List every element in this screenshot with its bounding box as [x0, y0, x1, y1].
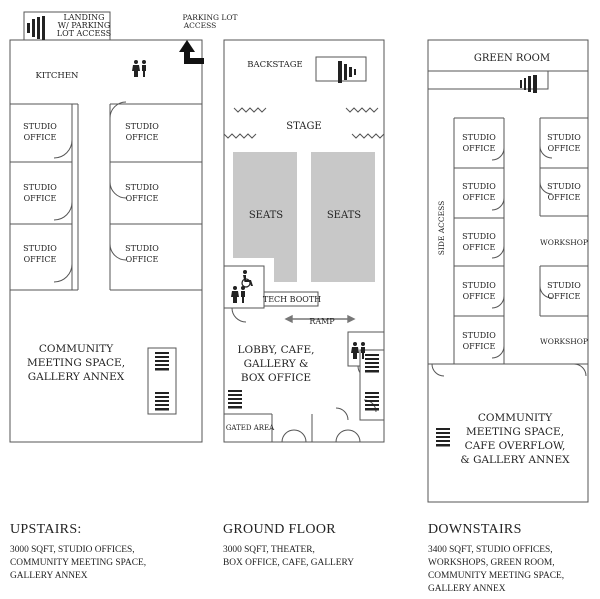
- ground-caption-title: GROUND FLOOR: [223, 522, 336, 537]
- up-community-3: GALLERY ANNEX: [27, 371, 125, 383]
- down-office-l1-a: STUDIO: [462, 133, 496, 142]
- down-office-l2-b: OFFICE: [462, 193, 496, 202]
- down-community-1: COMMUNITY: [477, 412, 553, 424]
- tech-booth-label: TECH BOOTH: [262, 295, 322, 304]
- down-office-l5-b: OFFICE: [462, 342, 496, 351]
- down-office-l3-b: OFFICE: [462, 243, 496, 252]
- down-office-r2-b: OFFICE: [547, 193, 581, 202]
- down-office-l4-a: STUDIO: [462, 281, 496, 290]
- ramp-label: RAMP: [309, 317, 335, 326]
- downstairs-caption-title: DOWNSTAIRS: [428, 522, 522, 537]
- gated-area-label: GATED AREA: [225, 424, 275, 432]
- down-office-l5-a: STUDIO: [462, 331, 496, 340]
- ground-restroom-icon-right: [351, 342, 365, 359]
- up-office-r3-a: STUDIO: [125, 244, 159, 253]
- up-community-2: MEETING SPACE,: [26, 357, 126, 369]
- kitchen-label: KITCHEN: [35, 71, 79, 81]
- workshop-label-1: WORKSHOP: [540, 238, 588, 247]
- down-office-r3-b: OFFICE: [547, 292, 581, 301]
- down-community-3: CAFE OVERFLOW,: [464, 440, 566, 452]
- side-access-label: SIDE ACCESS: [437, 200, 446, 256]
- downstairs-caption-desc: 3400 SQFT, STUDIO OFFICES, WORKSHOPS, GREEN ROOM, COMMUNITY MEETING SPACE, GALLERY ANNEX: [428, 545, 565, 594]
- up-office-l1-b: OFFICE: [23, 133, 57, 142]
- down-community-2: MEETING SPACE,: [465, 426, 565, 438]
- seats-right-label: SEATS: [326, 210, 362, 221]
- upstairs-caption: [10, 522, 210, 583]
- ground-caption-desc: 3000 SQFT, THEATER, BOX OFFICE, CAFE, GALLERY: [223, 545, 355, 568]
- stage-label: STAGE: [286, 121, 322, 132]
- down-office-l1-b: OFFICE: [462, 144, 496, 153]
- up-office-r1-a: STUDIO: [125, 122, 159, 131]
- up-office-r1-b: OFFICE: [125, 133, 159, 142]
- lobby-label-1: LOBBY, CAFE,: [237, 344, 315, 356]
- parking-label-1: PARKING LOT: [182, 13, 238, 22]
- down-office-l4-b: OFFICE: [462, 292, 496, 301]
- lobby-label-2: GALLERY &: [243, 358, 309, 370]
- seats-left-label: SEATS: [248, 210, 284, 221]
- backstage-label: BACKSTAGE: [247, 60, 303, 70]
- upstairs-caption-desc: 3000 SQFT, STUDIO OFFICES, COMMUNITY MEETING SPACE, GALLERY ANNEX: [10, 545, 147, 581]
- up-office-r3-b: OFFICE: [125, 255, 159, 264]
- downstairs-stairs-icon-bottom: [436, 428, 450, 447]
- down-community-4: & GALLERY ANNEX: [460, 454, 570, 466]
- up-office-l3-b: OFFICE: [23, 255, 57, 264]
- down-office-r1-b: OFFICE: [547, 144, 581, 153]
- up-community-1: COMMUNITY: [38, 343, 114, 355]
- upstairs-caption-title: UPSTAIRS:: [10, 522, 82, 537]
- up-office-l3-a: STUDIO: [23, 244, 57, 253]
- ground-stairs-icon-left: [228, 390, 242, 409]
- ground-caption: [223, 522, 423, 570]
- landing-label-3: LOT ACCESS: [56, 29, 112, 38]
- parking-access-arrow-icon: [179, 40, 204, 64]
- down-office-r1-a: STUDIO: [547, 133, 581, 142]
- lobby-label-3: BOX OFFICE: [240, 372, 312, 384]
- accessible-icon: [242, 270, 253, 287]
- downstairs-stairs-icon-top: [520, 75, 537, 93]
- up-office-r2-a: STUDIO: [125, 183, 159, 192]
- down-office-r3-a: STUDIO: [547, 281, 581, 290]
- landing-label-2: W/ PARKING: [57, 21, 111, 30]
- workshop-label-2: WORKSHOP: [540, 337, 588, 346]
- up-office-r2-b: OFFICE: [125, 194, 159, 203]
- ground-restroom-icon-left: [231, 286, 245, 303]
- up-office-l1-a: STUDIO: [23, 122, 57, 131]
- up-office-l2-b: OFFICE: [23, 194, 57, 203]
- up-office-l2-a: STUDIO: [23, 183, 57, 192]
- landing-label-1: LANDING: [63, 13, 105, 22]
- parking-label-2: ACCESS: [183, 21, 217, 30]
- down-office-l2-a: STUDIO: [462, 182, 496, 191]
- downstairs-caption: [428, 522, 598, 596]
- green-room-label: GREEN ROOM: [473, 53, 551, 64]
- down-office-l3-a: STUDIO: [462, 232, 496, 241]
- down-office-r2-a: STUDIO: [547, 182, 581, 191]
- upstairs-restroom-icon: [132, 60, 146, 77]
